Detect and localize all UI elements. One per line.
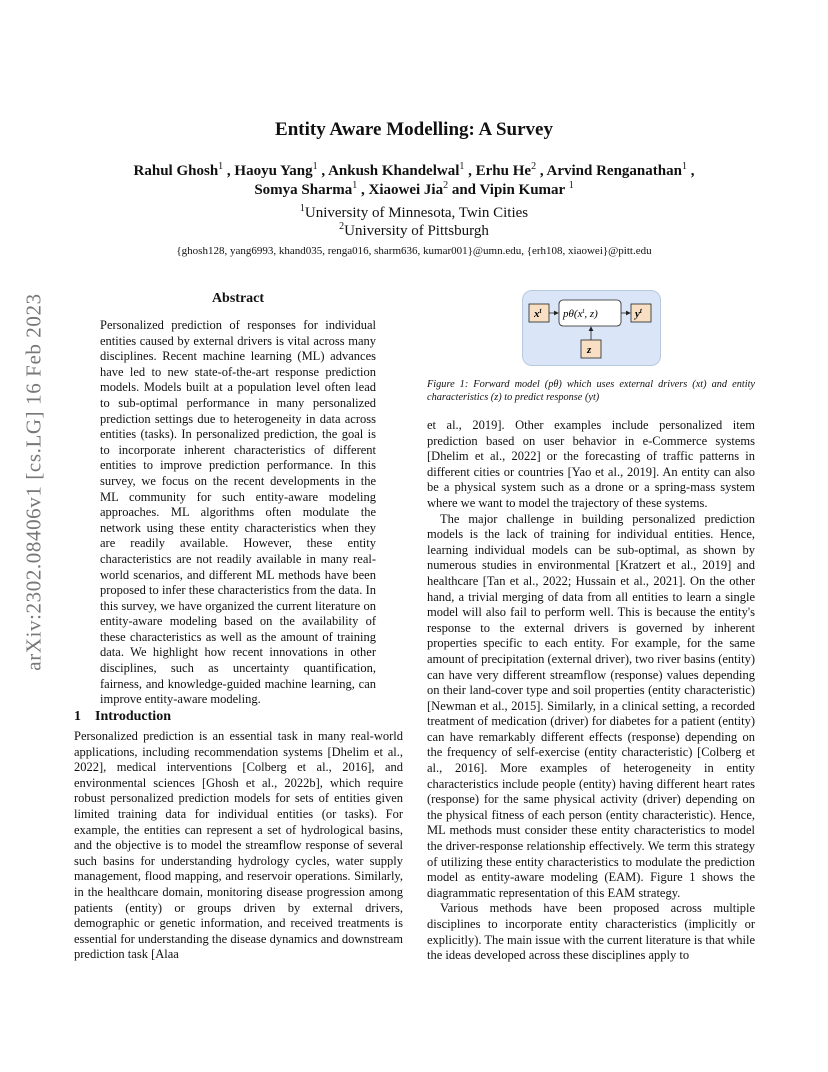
abstract-text: Personalized prediction of responses for individual entities caused by external drivers is vital across many disciplines. Recent machine learning (ML) advances have led to new state-of-the-art response prediction models. Models built at a population level often lead to sub-optimal performance in many personalized prediction settings due to heterogeneity in data across entities (tasks). In personalized prediction, the goal is to incorporate inherent characteristics of different entities to improve prediction performance. In this survey, we focus on the recent developments in the ML community for such entity-aware modeling approaches. ML algorithms often modulate the network using these entity characteristics when they are readily available. However, these entity characteristics are not readily available in many real-world scenarios, and different ML methods have been proposed to infer these characteristics from the data. In this survey, we have organized the current literature on entity-aware modeling based on the availability of these characteristics as well as the amount of training data. We highlight how recent innovations in other disciplines, such as uncertainty quantification, fairness, and knowledge-guided machine learning, can improve entity-aware modeling. bbox=[100, 318, 376, 707]
model-node-label: $p\theta(x^t$, z) bbox=[563, 307, 598, 320]
intro-paragraph: Personalized prediction is an essential task in many real-world applications, including recommendation systems [Dhelim et al., 2022], medical interventions [Colberg et al., 2016], and environmental sciences [Ghosh et al., 2022b], which require robust personalized prediction models for sets of entities given limited training data for individual entities (or tasks). For example, the entities can represent a set of hydrological basins, and the objective is to model the streamflow response of several such basins for understanding hydrology cycles, water supply management, flood mapping, and reservoir operations. Similarly, in the healthcare domain, monitoring disease progression among patients (entity) or groups driven by external drivers, demographic or genetic information, and received treatments is essential for understanding the disease dynamics and downstream prediction task [Alaa bbox=[74, 729, 403, 962]
author-name: Erhu He bbox=[475, 163, 532, 179]
figure-1-diagram bbox=[522, 290, 661, 366]
arxiv-sidebar-stamp bbox=[14, 287, 54, 677]
introduction-body bbox=[74, 729, 403, 963]
author-name: Rahul Ghosh bbox=[133, 163, 219, 179]
author-emails: {ghosh128, yang6993, khand035, renga016, sharm636, kumar001}@umn.edu, {erh108, xiaowei}@pitt.edu bbox=[176, 245, 652, 257]
author-name: Haoyu Yang bbox=[234, 163, 313, 179]
paper-title: Entity Aware Modelling: A Survey bbox=[275, 119, 553, 140]
section-heading-introduction: 1 Introduction bbox=[74, 709, 171, 724]
affiliation-1: $^1$University of Minnesota, Twin Cities bbox=[299, 203, 529, 221]
driver-node-label: $x^t$ bbox=[534, 307, 542, 320]
arxiv-id: arXiv:2302.08406v1 [cs.LG] 16 Feb 2023 bbox=[21, 293, 46, 671]
author-name: Ankush Khandelwal bbox=[328, 163, 460, 179]
abstract-heading: Abstract bbox=[211, 291, 265, 306]
author-name: Xiaowei Jia bbox=[368, 182, 444, 198]
entity-node-label: z bbox=[587, 344, 592, 356]
author-name: Somya Sharma bbox=[254, 182, 353, 198]
forward-model-svg bbox=[523, 291, 660, 365]
abstract-body bbox=[100, 318, 376, 708]
right-paragraph: Various methods have been proposed across multiple disciplines to incorporate entity characteristics (implicitly or explicitly). The main issue with the current literature is that while the ideas developed across these disciplines apply to bbox=[427, 901, 755, 963]
response-node-label: $y^t$ bbox=[635, 307, 642, 320]
authors-line-2: Somya Sharma$^1$ , Xiaowei Jia$^2$ and Vipin Kumar $^1$ bbox=[254, 180, 574, 198]
affiliation-2: $^2$University of Pittsburgh bbox=[339, 221, 489, 239]
right-paragraph: et al., 2019]. Other examples include personalized item prediction based on user behavior in e-Commerce systems [Dhelim et al., 2022] or the forecasting of traffic patterns in different cities or countries [Yao et al., 2019]. An entity can also be a physical system such as a drone or a spring-mass system where we want to model the trajectory of these systems. bbox=[427, 418, 755, 510]
authors-line-1: Rahul Ghosh$^1$ , Haoyu Yang$^1$ , Ankush Khandelwal$^1$ , Erhu He$^2$ , Arvind Renganathan$^1$ , bbox=[133, 161, 695, 179]
author-name: Arvind Renganathan bbox=[546, 163, 682, 179]
author-name: Vipin Kumar bbox=[479, 182, 565, 198]
right-paragraph: The major challenge in building personalized prediction models is the lack of training for individual entities. Hence, learning individual models can be sub-optimal, as shown by numerous studies in environmental [Kratzert et al., 2019] and healthcare [Tan et al., 2022; Hussain et al., 2021]. On the other hand, a trivial merging of data from all entities to learn a single model will also fail to perform well. This is because the entity's response to the external drivers is governed by inherent properties specific to each entity. For example, for the same amount of precipitation (external driver), two river basins (entity) can have very different streamflow (response) values depending on their land-cover type and soil properties (entity characteristic) [Newman et al., 2015]. Similarly, in a clinical setting, a recorded treatment of medication (driver) for diabetes for a patient (entity) can have remarkably different effects (response) depending on the frequency of self-exercise (entity characteristic) [Colberg et al., 2016]. More examples of heterogeneity in entity characteristics include people (entity) having different heart rates (response) for the same physical activity (driver) depending on the physical fitness of each person (entity characteristic). Hence, ML methods must consider these entity characteristics to model the driver-response relationship effectively. We term this strategy of utilizing these entity characteristics to modulate the prediction model as entity-aware modeling (EAM). Figure 1 shows the diagrammatic representation of this EAM strategy. bbox=[427, 511, 756, 900]
figure-1-caption: Figure 1: Forward model (pθ) which uses external drivers (xt) and entity characteristics (z) to predict response (yt) bbox=[427, 379, 755, 403]
right-column-body bbox=[427, 418, 755, 964]
